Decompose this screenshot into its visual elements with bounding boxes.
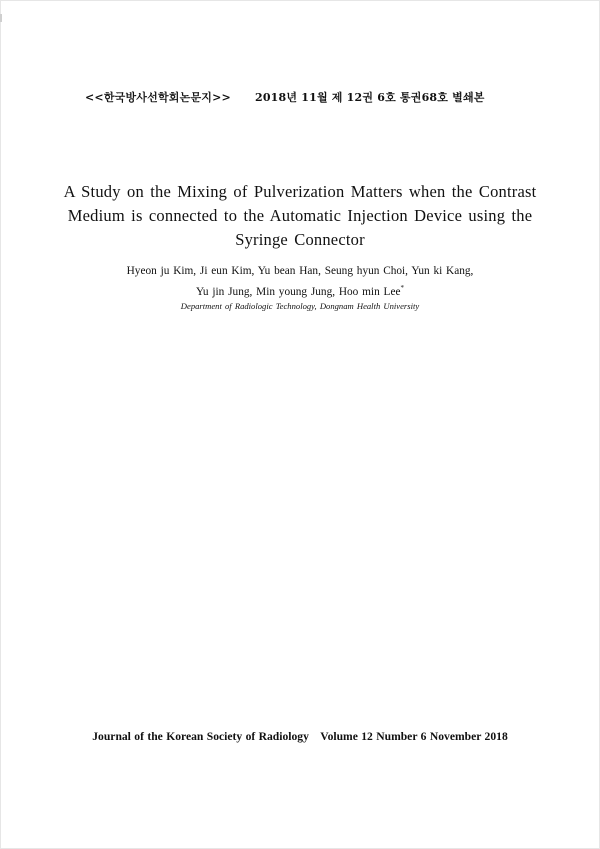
authors-line: Hyeon ju Kim, Ji eun Kim, Yu bean Han, Seung hyun Choi, Yun ki Kang, (126, 265, 474, 277)
title-line: A Study on the Mixing of Pulverization Matters when the Contrast (63, 182, 537, 201)
issue-info: 2018년 11월 제 12권 6호 통권68호 별쇄본 (254, 91, 485, 104)
journal-short-name: <<한국방사선학회논문지>> (85, 91, 231, 104)
scan-edge-mark (0, 14, 2, 22)
corresponding-author-mark: * (400, 284, 404, 292)
paper-title (60, 180, 540, 252)
title-line: Syringe Connector (235, 230, 365, 249)
title-line: Medium is connected to the Automatic Injection Device using the (67, 206, 533, 225)
affiliation: Department of Radiologic Technology, Dongnam Health University (180, 301, 420, 311)
journal-name: Journal of the Korean Society of Radiology (92, 730, 309, 743)
authors-line-text: Yu jin Jung, Min young Jung, Hoo min Lee (196, 285, 401, 298)
authors-line (60, 280, 540, 301)
reprint-header (85, 89, 485, 105)
journal-footer (40, 730, 560, 743)
author-list (60, 263, 540, 301)
volume-info: Volume 12 Number 6 November 2018 (320, 730, 508, 743)
